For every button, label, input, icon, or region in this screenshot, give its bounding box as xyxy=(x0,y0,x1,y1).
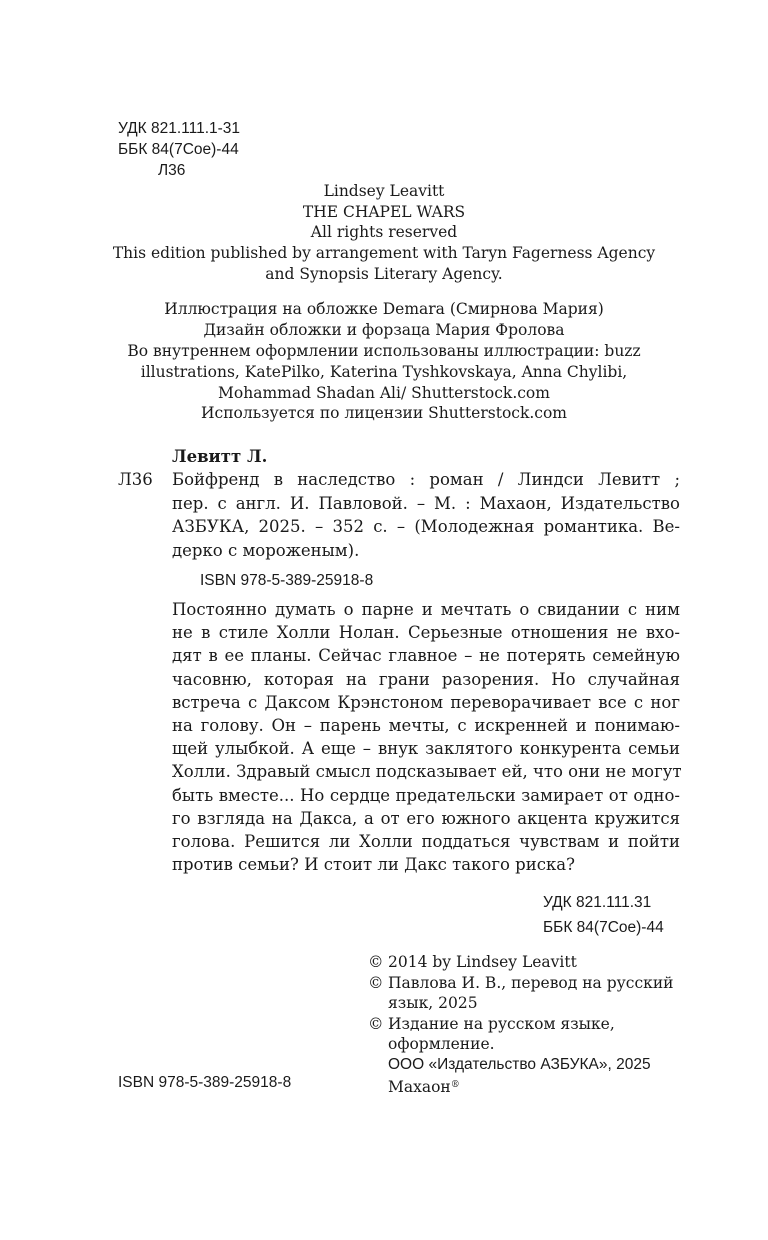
bib-line: пер. с англ. И. Павловой. – М. : Махаон, Издательство xyxy=(172,493,680,513)
copyright-item xyxy=(368,973,673,994)
credit-internal-3: Mohammad Shadan Ali/ Shutterstock.com xyxy=(218,384,550,402)
rights-notice: All rights reserved xyxy=(310,223,458,241)
copyright-block xyxy=(368,952,673,1098)
annotation-line: го взгляда на Дакса, а от его южного акцента кружится xyxy=(172,808,680,828)
copyright-text: Издание на русском языке, xyxy=(388,1014,615,1033)
arrangement-line-1: This edition published by arrangement with Taryn Fagerness Agency xyxy=(112,244,656,262)
bbk-code: ББК 84(7Сое)-44 xyxy=(118,141,239,158)
annotation-line: щей улыбкой. А еще – внук заклятого конкурента семьи xyxy=(172,739,680,759)
bib-line: Бойфренд в наследство : роман / Линдси Левитт ; xyxy=(172,470,680,489)
isbn-bottom: ISBN 978-5-389-25918-8 xyxy=(118,1074,292,1091)
original-title: THE CHAPEL WARS xyxy=(302,203,466,221)
copyright-item xyxy=(368,952,673,973)
annotation-line: Холли. Здравый смысл подсказывает ей, что они не могут xyxy=(172,762,682,782)
annotation-line: быть вместе... Но сердце предательски замирает от одно- xyxy=(172,785,680,805)
annotation-line: встреча с Даксом Крэнстоном переворачивает все с ног xyxy=(172,692,680,712)
copyright-symbol: © xyxy=(368,1014,384,1033)
original-author: Lindsey Leavitt xyxy=(323,182,445,200)
credit-internal-1: Во внутреннем оформлении использованы иллюстрации: buzz xyxy=(127,342,641,360)
annotation-line: против семьи? И стоит ли Дакс такого риска? xyxy=(172,855,575,875)
copyright-publisher xyxy=(368,1075,673,1098)
footer-udk: УДК 821.111.31 xyxy=(543,894,652,911)
credit-illustration: Иллюстрация на обложке Demara (Смирнова Мария) xyxy=(164,300,604,318)
registered-mark: ® xyxy=(450,1080,460,1090)
credit-internal-2: illustrations, KatePilko, Katerina Tyshkovskaya, Anna Chylibi, xyxy=(140,363,628,381)
bib-description xyxy=(172,468,680,562)
copyright-symbol: © xyxy=(368,953,384,971)
arrangement-line-2: and Synopsis Literary Agency. xyxy=(265,265,503,283)
annotation-line: дят в ее планы. Сейчас главное – не потерять семейную xyxy=(172,646,680,666)
copyright-item xyxy=(368,1014,673,1035)
copyright-text: Павлова И. В., перевод на русский xyxy=(388,973,674,992)
footer-bbk: ББК 84(7Сое)-44 xyxy=(543,919,664,936)
bib-line: дерко с мороженым). xyxy=(172,540,360,560)
annotation-line: голова. Решится ли Холли поддаться чувствам и пойти xyxy=(172,831,680,851)
copyright-symbol: © xyxy=(368,973,384,992)
annotation-line: на голову. Он – парень мечты, с искренней и понимаю- xyxy=(172,715,680,735)
annotation-line: не в стиле Холли Нолан. Серьезные отношения не вхо- xyxy=(172,623,680,643)
bib-line: АЗБУКА, 2025. – 352 с. – (Молодежная романтика. Ве- xyxy=(172,517,680,536)
bib-isbn: ISBN 978-5-389-25918-8 xyxy=(200,572,374,589)
bib-author-heading: Левитт Л. xyxy=(172,447,268,466)
copyright-text: оформление. xyxy=(388,1035,495,1053)
udk-code: УДК 821.111.1-31 xyxy=(118,120,241,137)
copyright-text: язык, 2025 xyxy=(388,994,478,1012)
publisher-name: Махаон xyxy=(388,1078,451,1096)
annotation-line: Постоянно думать о парне и мечтать о свидании с ним xyxy=(172,600,680,619)
bib-mark: Л36 xyxy=(118,470,153,489)
credit-license: Используется по лицензии Shutterstock.com xyxy=(201,404,567,422)
copyright-text: ООО «Издательство АЗБУКА», 2025 xyxy=(388,1055,651,1073)
annotation xyxy=(172,598,680,876)
annotation-line: часовню, которая на грани разорения. Но случайная xyxy=(172,669,680,689)
author-mark: Л36 xyxy=(158,162,186,179)
credit-design: Дизайн обложки и форзаца Мария Фролова xyxy=(203,321,565,339)
copyright-text: 2014 by Lindsey Leavitt xyxy=(388,953,577,971)
